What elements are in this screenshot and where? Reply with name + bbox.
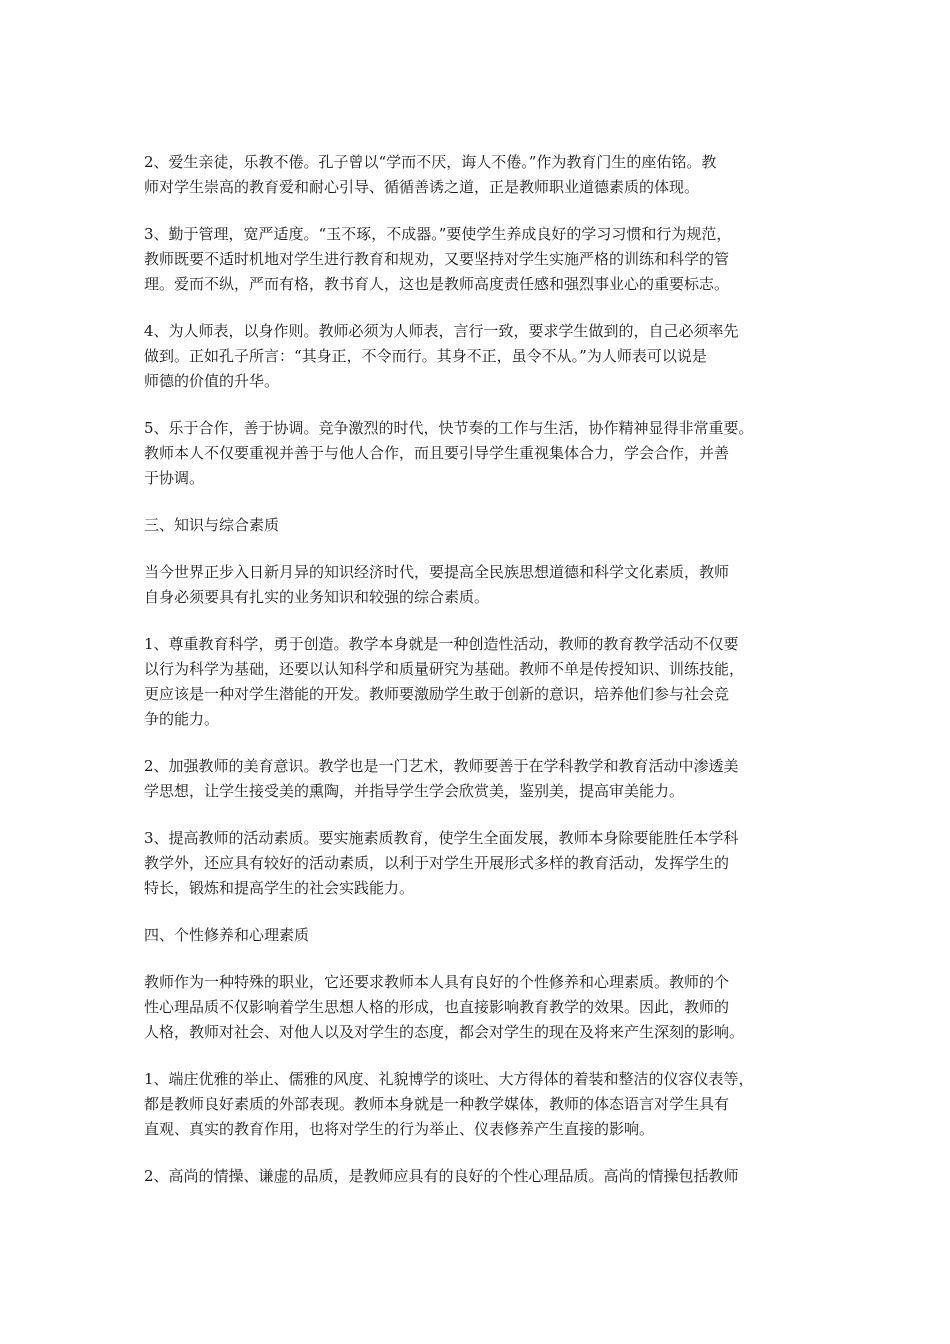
text-line: 特长，锻炼和提高学生的社会实践能力。 (144, 879, 415, 897)
text-line: 都是教师良好素质的外部表现。教师本身就是一种教学媒体，教师的体态语言对学生具有 (144, 1095, 730, 1113)
section-heading-knowledge (144, 513, 824, 538)
text-line: 理。爱而不纵，严而有格，教书育人，这也是教师高度责任感和强烈事业心的重要标志。 (144, 275, 730, 293)
text-line: 师德的价值的升华。 (144, 372, 280, 390)
document-body (144, 150, 824, 1211)
text-line: 2、爱生亲徒，乐教不倦。孔子曾以“学而不厌，诲人不倦。”作为教育门生的座佑铭。教 (144, 153, 717, 171)
text-line: 4、为人师表，以身作则。教师必须为人师表，言行一致，要求学生做到的，自己必须率先 (144, 322, 739, 340)
text-line: 更应该是一种对学生潜能的开发。教师要激励学生敢于创新的意识，培养他们参与社会竞 (144, 685, 730, 703)
heading-line: 三、知识与综合素质 (144, 516, 280, 534)
text-line: 教师本人不仅要重视并善于与他人合作，而且要引导学生重视集体合力，学会合作，并善 (144, 444, 730, 462)
text-line: 于协调。 (144, 469, 205, 487)
text-line: 教学外，还应具有较好的活动素质，以利于对学生开展形式多样的教育活动，发挥学生的 (144, 854, 730, 872)
text-line: 师对学生崇高的教育爱和耐心引导、循循善诱之道，正是教师职业道德素质的体现。 (144, 178, 700, 196)
text-line: 1、尊重教育科学，勇于创造。教学本身就是一种创造性活动，教师的教育教学活动不仅要 (144, 635, 739, 653)
paragraph-personality-intro (144, 970, 824, 1045)
text-line: 自身必须要具有扎实的业务知识和较强的综合素质。 (144, 588, 490, 606)
text-line: 教师既要不适时机地对学生进行教育和规劝，又要坚持对学生实施严格的训练和科学的管 (144, 250, 730, 268)
text-line: 争的能力。 (144, 710, 220, 728)
paragraph-demeanor (144, 1067, 824, 1142)
text-line: 3、提高教师的活动素质。要实施素质教育，使学生全面发展，教师本身除要能胜任本学科 (144, 829, 739, 847)
text-line: 直观、真实的教育作用，也将对学生的行为举止、仪表修养产生直接的影响。 (144, 1120, 655, 1138)
paragraph-aesthetic (144, 754, 824, 804)
text-line: 2、加强教师的美育意识。教学也是一门艺术，教师要善于在学科教学和教育活动中渗透美 (144, 757, 739, 775)
text-line: 做到。正如孔子所言：“其身正，不令而行。其身不正，虽令不从。”为人师表可以说是 (144, 347, 707, 365)
text-line: 5、乐于合作，善于协调。竞争激烈的时代，快节奏的工作与生活，协作精神显得非常重要。 (144, 419, 754, 437)
paragraph-management (144, 222, 824, 297)
paragraph-education-science (144, 632, 824, 732)
text-line: 当今世界正步入日新月异的知识经济时代，要提高全民族思想道德和科学文化素质，教师 (144, 563, 730, 581)
text-line: 学思想，让学生接受美的熏陶，并指导学生学会欣赏美，鉴别美，提高审美能力。 (144, 782, 685, 800)
heading-line: 四、个性修养和心理素质 (144, 926, 310, 944)
text-line: 3、勤于管理，宽严适度。“玉不琢，不成器。”要使学生养成良好的学习习惯和行为规范， (144, 225, 732, 243)
paragraph-love-students (144, 150, 824, 200)
section-heading-personality (144, 923, 824, 948)
paragraph-knowledge-intro (144, 560, 824, 610)
text-line: 以行为科学为基础，还要以认知科学和质量研究为基础。教师不单是传授知识、训练技能， (144, 660, 745, 678)
text-line: 2、高尚的情操、谦虚的品质，是教师应具有的良好的个性心理品质。高尚的情操包括教师 (144, 1167, 739, 1185)
text-line: 教师作为一种特殊的职业，它还要求教师本人具有良好的个性修养和心理素质。教师的个 (144, 973, 730, 991)
text-line: 性心理品质不仅影响着学生思想人格的形成，也直接影响教育教学的效果。因此，教师的 (144, 998, 730, 1016)
text-line: 1、端庄优雅的举止、儒雅的风度、礼貌博学的谈吐、大方得体的着装和整洁的仪容仪表等， (144, 1070, 754, 1088)
paragraph-role-model (144, 319, 824, 394)
paragraph-cooperation (144, 416, 824, 491)
paragraph-activity (144, 826, 824, 901)
paragraph-sentiment (144, 1164, 824, 1189)
text-line: 人格，教师对社会、对他人以及对学生的态度，都会对学生的现在及将来产生深刻的影响。 (144, 1023, 745, 1041)
